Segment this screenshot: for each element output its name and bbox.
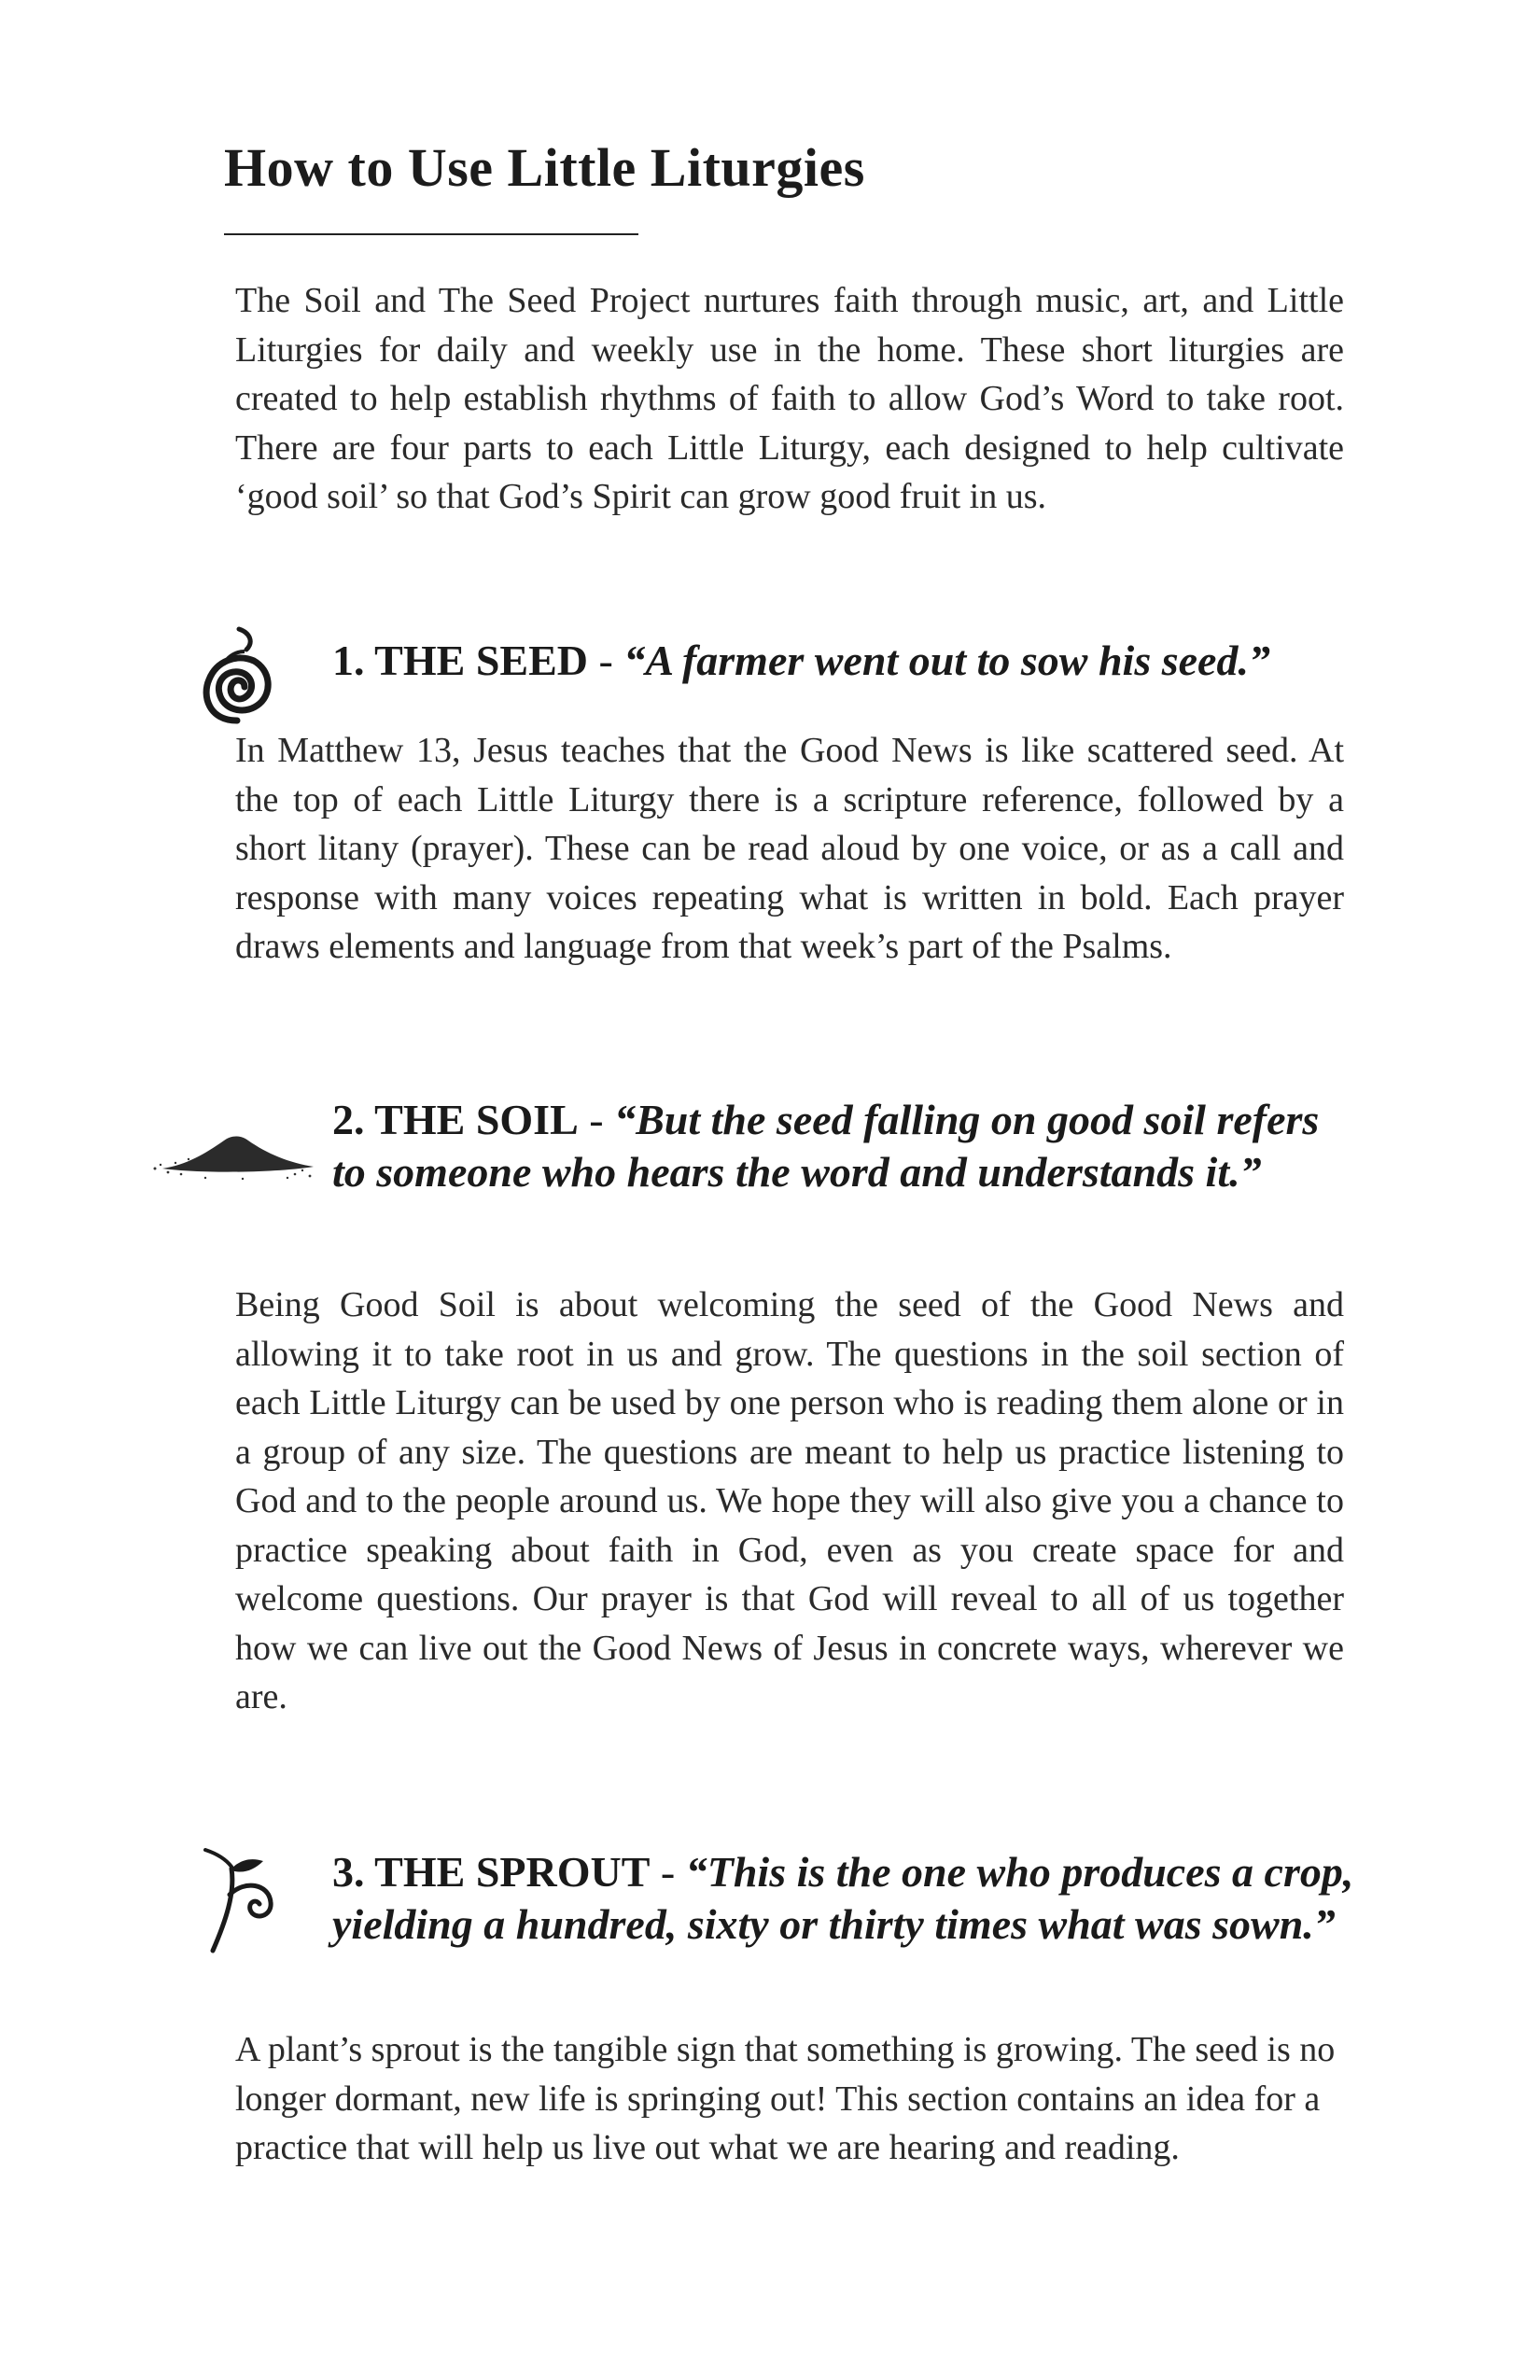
section-title: 2. THE SOIL [332,1096,579,1143]
section-title: 3. THE SPROUT [332,1848,651,1896]
heading-separator: - [650,1848,686,1896]
soil-mound-icon [149,1126,317,1182]
sprout-icon [198,1846,282,1958]
heading-separator: - [578,1096,615,1143]
scripture-quote: “But the seed falling on good soil refers to someone who hears the word and understands it.” [332,1096,1320,1196]
section-body-sprout: A plant’s sprout is the tangible sign that something is growing. The seed is no longer dormant, new life is springing out! This section contains an idea for a practice that will help us live out what we are hearing and reading. [235,2030,1336,2167]
spiral-seed-icon [196,623,278,728]
section-body-soil: Being Good Soil is about welcoming the seed of the Good News and allowing it to take root in us and grow. The questions in the soil section of each Little Liturgy can be used by one person who is reading them alone or in a group of any size. The questions are meant to help us practice listening to God and to the people around us. We hope they will also give you a chance to practice speaking about faith in God, even as you create space for and welcome questions. Our prayer is that God will reveal to all of us together how we can live out the Good News of Jesus in concrete ways, wherever we are. [235,1285,1344,1716]
intro-paragraph: The Soil and The Seed Project nurtures faith through music, art, and Little Liturgies for daily and weekly use in the home. These short liturgies are created to help establish rhythms of faith to allow God’s Word to take root. There are four parts to each Little Liturgy, each designed to help cultivate ‘good soil’ so that God’s Spirit can grow good fruit in us. [235,281,1344,516]
section-heading-sprout [332,1846,1396,1951]
title-underline [224,233,638,235]
page-title: How to Use Little Liturgies [224,137,865,198]
heading-separator: - [587,637,624,684]
section-heading-seed [332,635,1396,687]
scripture-quote: “A farmer went out to sow his seed.” [623,637,1270,684]
section-body-seed: In Matthew 13, Jesus teaches that the Good News is like scattered seed. At the top of each Little Liturgy there is a scripture reference, followed by a short litany (prayer). These can be read aloud by one voice, or as a call and response with many voices repeating what is written in bold. Each prayer draws elements and language from that week’s part of the Psalms. [235,731,1344,966]
section-heading-soil [332,1094,1340,1198]
section-title: 1. THE SEED [332,637,588,684]
scripture-quote: “This is the one who produces a crop, yielding a hundred, sixty or thirty times what was sown.” [332,1848,1354,1948]
